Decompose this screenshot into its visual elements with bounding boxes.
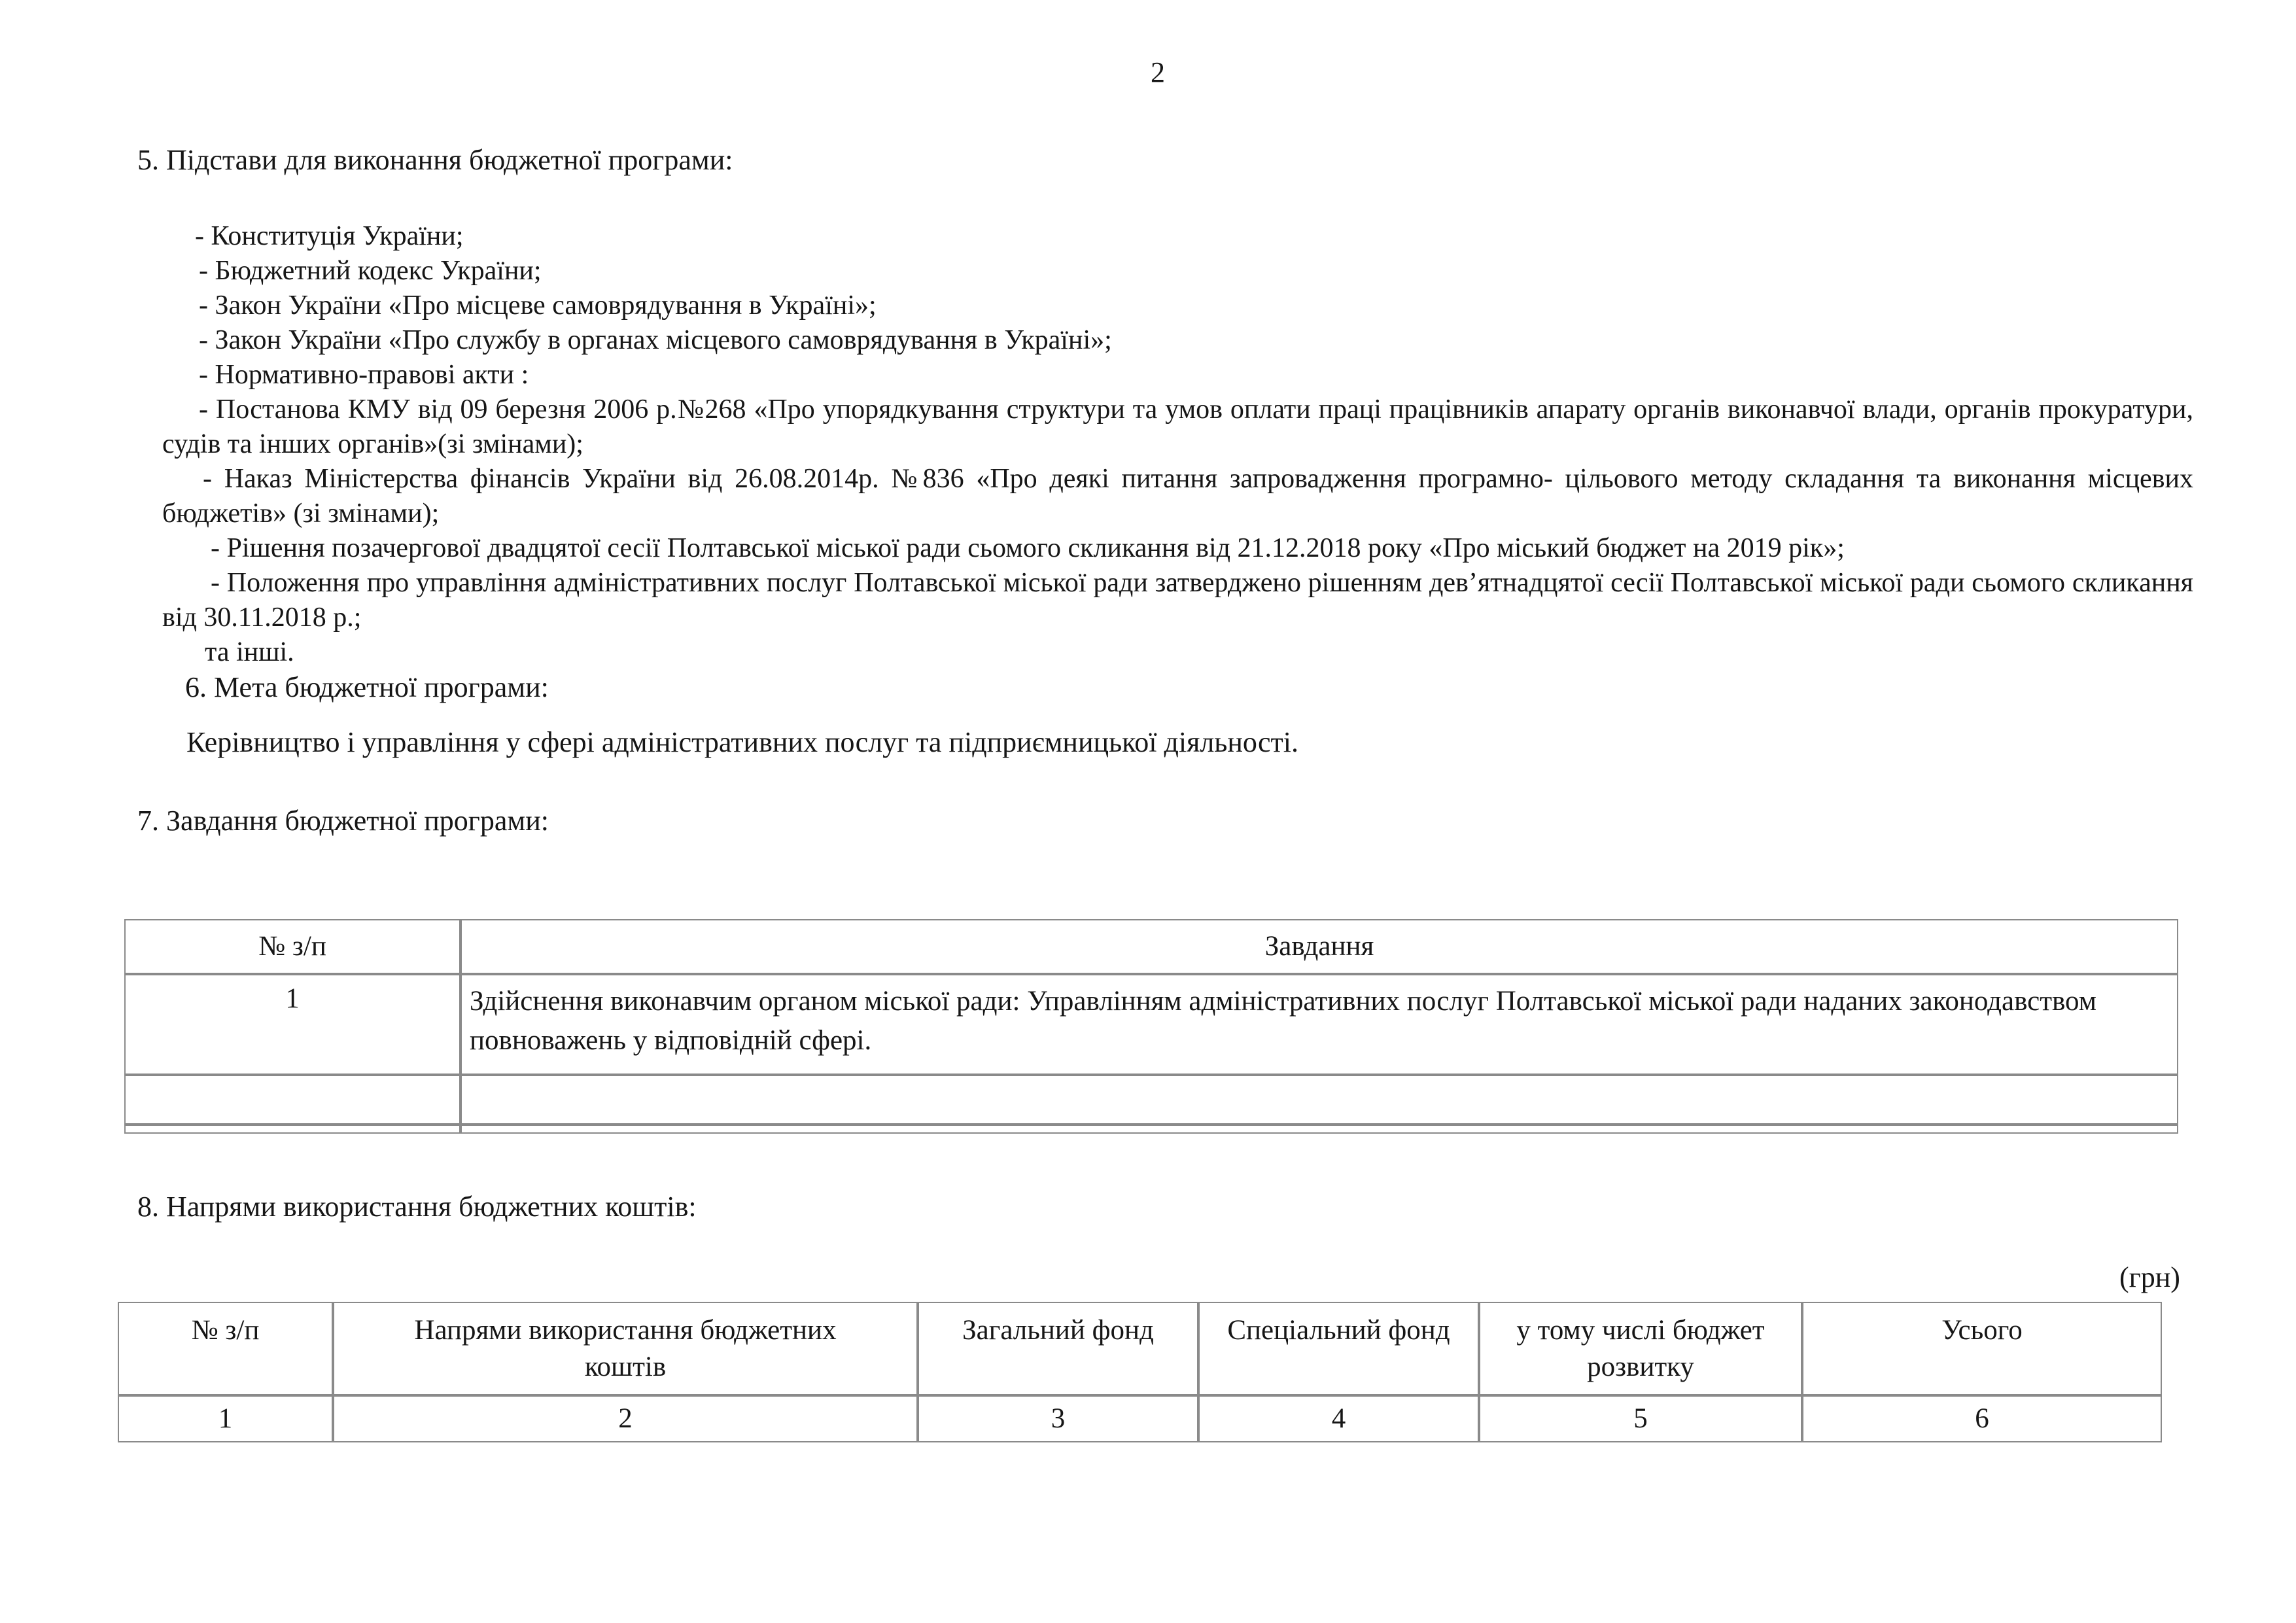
column-number-cell: 3 <box>918 1395 1198 1442</box>
table-row-empty <box>124 1075 2178 1125</box>
basis-item: - Рішення позачергової двадцятої сесії Полтавської міської ради сьомого скликання від 21.12.2018 року «Про міський бюджет на 2019 рік»; <box>211 533 1845 563</box>
currency-unit-label: (грн) <box>2119 1261 2180 1293</box>
basis-item: - Закон України «Про службу в органах місцевого самоврядування в Україні»; <box>199 325 1112 355</box>
section-6-heading: 6. Мета бюджетної програми: <box>185 671 549 703</box>
empty-cell <box>461 1125 2178 1134</box>
table-row <box>118 1395 2162 1442</box>
budget-directions-table <box>118 1302 2162 1442</box>
basis-item: - Постанова КМУ від 09 березня 2006 р.№268 «Про упорядкування структури та умов оплати праці працівників апарату органів виконавчої влади, органів прокуратури, судів та інших органів»(зі змінами); <box>162 394 2193 459</box>
column-header-special-fund: Спеціальний фонд <box>1198 1302 1479 1395</box>
section-5-basis-list <box>162 219 2193 705</box>
basis-item: та інші. <box>205 637 294 667</box>
column-header-task: Завдання <box>461 919 2178 974</box>
table-header-row <box>124 919 2178 974</box>
basis-item: - Бюджетний кодекс України; <box>199 256 542 286</box>
column-number-cell: 5 <box>1479 1395 1802 1442</box>
section-5-heading: 5. Підстави для виконання бюджетної програми: <box>137 144 733 176</box>
column-header-general-fund: Загальний фонд <box>918 1302 1198 1395</box>
column-number-cell: 1 <box>118 1395 333 1442</box>
basis-item: - Наказ Міністерства фінансів України від 26.08.2014р. №836 «Про деякі питання запровадження програмно- цільового методу складання та виконання місцевих бюджетів» (зі змінами); <box>162 464 2193 529</box>
tasks-table <box>124 919 2178 1134</box>
empty-cell <box>124 1125 461 1134</box>
section-6-goal-text: Керівництво і управління у сфері адміністративних послуг та підприємницької діяльності. <box>186 726 1298 758</box>
column-header-number: № з/п <box>118 1302 333 1395</box>
section-8-heading: 8. Напрями використання бюджетних коштів: <box>137 1191 697 1223</box>
empty-cell <box>461 1075 2178 1125</box>
table-header-row <box>118 1302 2162 1395</box>
page-number: 2 <box>1151 56 1165 88</box>
column-header-number: № з/п <box>124 919 461 974</box>
basis-item: - Конституція України; <box>195 221 464 251</box>
column-header-total: Усього <box>1802 1302 2162 1395</box>
table-row-empty <box>124 1125 2178 1134</box>
column-number-cell: 4 <box>1198 1395 1479 1442</box>
task-text-cell: Здійснення виконавчим органом міської ради: Управлінням адміністративних послуг Полтавської міської ради наданих законодавством повноважень у відповідній сфері. <box>461 974 2178 1075</box>
section-7-heading: 7. Завдання бюджетної програми: <box>137 805 549 837</box>
basis-item: - Нормативно-правові акти : <box>199 360 529 390</box>
column-header-directions: Напрями використання бюджетних коштів <box>333 1302 918 1395</box>
column-number-cell: 2 <box>333 1395 918 1442</box>
column-number-cell: 6 <box>1802 1395 2162 1442</box>
basis-item: - Положення про управління адміністративних послуг Полтавської міської ради затверджено рішенням дев’ятнадцятої сесії Полтавської міської ради сьомого скликання від 30.11.2018 р.; <box>162 568 2193 633</box>
empty-cell <box>124 1075 461 1125</box>
basis-item: - Закон України «Про місцеве самоврядування в Україні»; <box>199 290 877 321</box>
task-number-cell: 1 <box>124 974 461 1075</box>
column-header-development-budget: у тому числі бюджет розвитку <box>1479 1302 1802 1395</box>
table-row <box>124 974 2178 1075</box>
